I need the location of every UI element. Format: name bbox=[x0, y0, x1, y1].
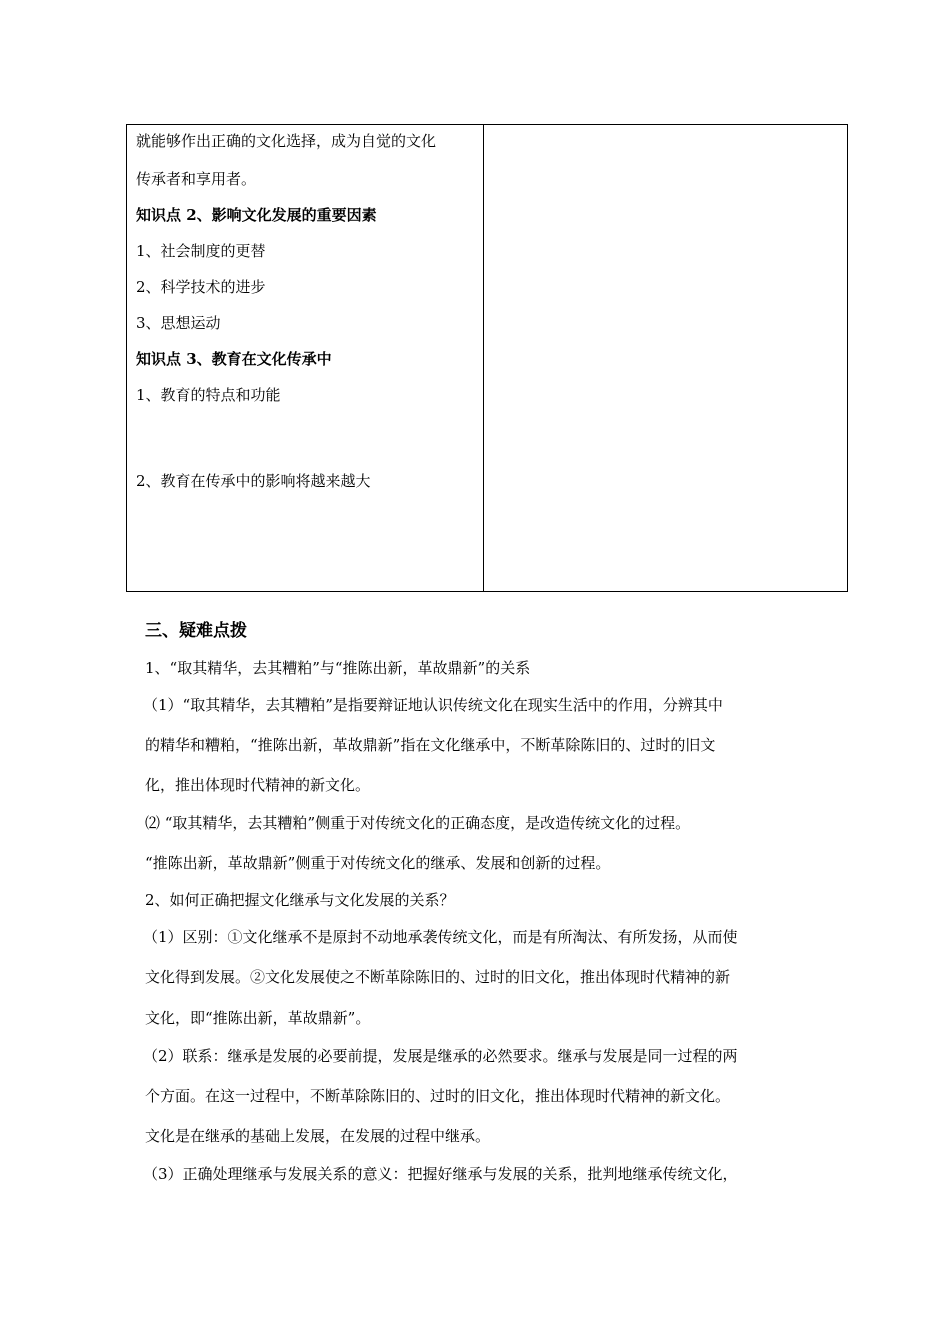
table-line: 3、思想运动 bbox=[136, 314, 221, 332]
table-line: 2、教育在传承中的影响将越来越大 bbox=[136, 472, 371, 490]
paragraph-line: （3）正确处理继承与发展关系的意义：把握好继承与发展的关系，批判地继承传统文化， bbox=[143, 1165, 738, 1183]
knowledge-point-2-heading: 知识点 2、影响文化发展的重要因素 bbox=[136, 206, 377, 224]
table-right-column bbox=[484, 125, 847, 591]
paragraph-line: “推陈出新，革故鼎新”侧重于对传统文化的继承、发展和创新的过程。 bbox=[145, 854, 611, 872]
table-line: 就能够作出正确的文化选择，成为自觉的文化 bbox=[136, 132, 437, 150]
question-2-title: 2、如何正确把握文化继承与文化发展的关系？ bbox=[145, 891, 455, 909]
paragraph-line: 的精华和糟粕，“推陈出新，革故鼎新”指在文化继承中，不断革除陈旧的、过时的旧文 bbox=[145, 736, 716, 754]
paragraph-line: 文化得到发展。②文化发展使之不断革除陈旧的、过时的旧文化，推出体现时代精神的新 bbox=[145, 968, 731, 986]
paragraph-line: （2）联系：继承是发展的必要前提，发展是继承的必然要求。继承与发展是同一过程的两 bbox=[143, 1047, 738, 1065]
paragraph-line: 化，推出体现时代精神的新文化。 bbox=[145, 776, 371, 794]
question-1-title: 1、“取其精华，去其糟粕”与“推陈出新，革故鼎新”的关系 bbox=[145, 659, 531, 677]
paragraph-line: ⑵ “取其精华，去其糟粕”侧重于对传统文化的正确态度，是改造传统文化的过程。 bbox=[145, 814, 691, 832]
table-line: 传承者和享用者。 bbox=[136, 170, 257, 188]
paragraph-line: 个方面。在这一过程中，不断革除陈旧的、过时的旧文化，推出体现时代精神的新文化。 bbox=[145, 1087, 731, 1105]
paragraph-line: （1）区别：①文化继承不是原封不动地承袭传统文化，而是有所淘汰、有所发扬，从而使 bbox=[143, 928, 738, 946]
notes-table bbox=[126, 124, 848, 592]
paragraph-line: （1）“取其精华，去其糟粕”是指要辩证地认识传统文化在现实生活中的作用，分辨其中 bbox=[143, 696, 723, 714]
table-line: 1、社会制度的更替 bbox=[136, 242, 266, 260]
section-heading: 三、疑难点拨 bbox=[145, 621, 247, 641]
table-left-column bbox=[127, 125, 484, 591]
paragraph-line: 文化是在继承的基础上发展，在发展的过程中继承。 bbox=[145, 1127, 491, 1145]
paragraph-line: 文化，即“推陈出新，革故鼎新”。 bbox=[145, 1009, 371, 1027]
table-line: 2、科学技术的进步 bbox=[136, 278, 266, 296]
table-line: 1、教育的特点和功能 bbox=[136, 386, 281, 404]
knowledge-point-3-heading: 知识点 3、教育在文化传承中 bbox=[136, 350, 332, 368]
